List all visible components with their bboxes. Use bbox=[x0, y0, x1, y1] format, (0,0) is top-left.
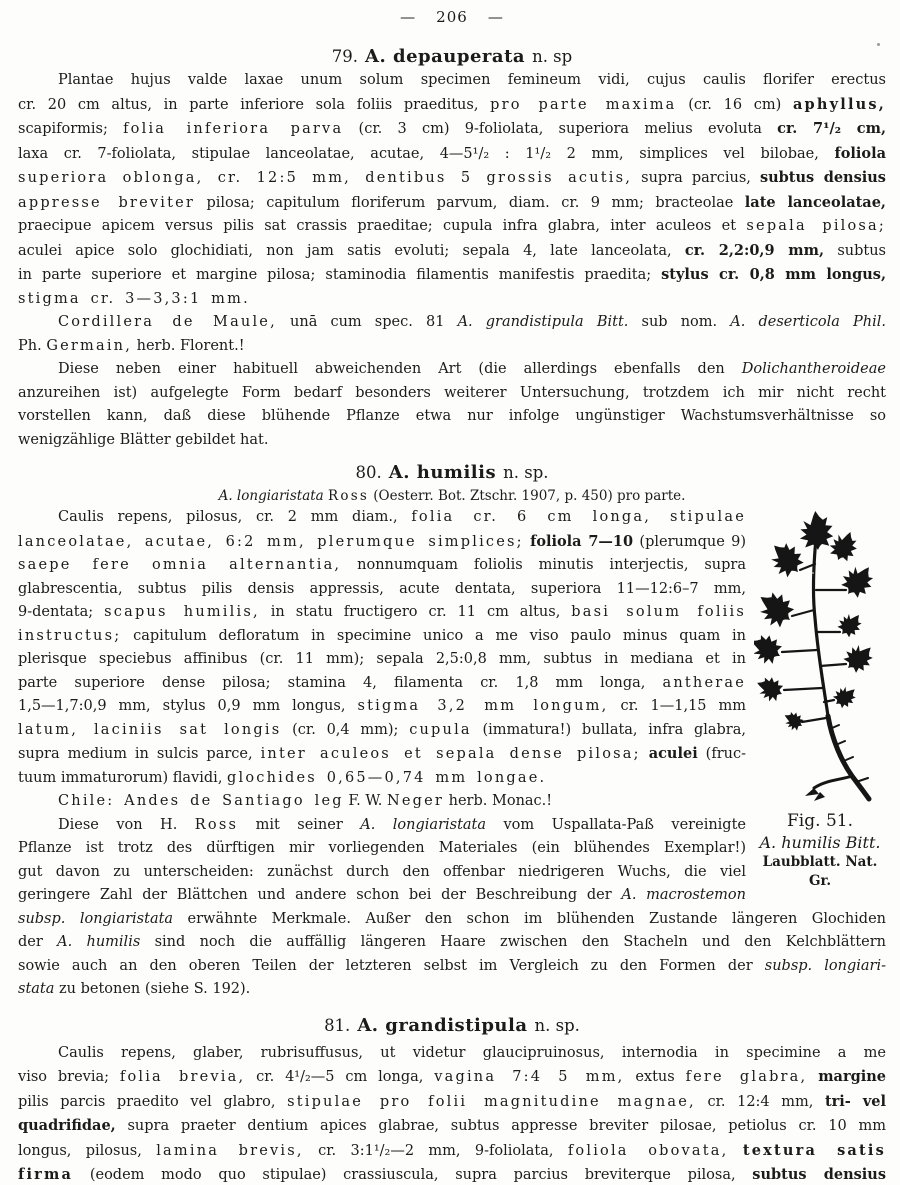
text-line: praecipue apicem versus pilis sat crassis praeditae; cupula infra glabra, inter aculeos et sepala pilosa; bbox=[18, 218, 886, 234]
synonym-line bbox=[18, 486, 886, 506]
text-line: vorstellen kann, daß diese blühende Pflanze etwa nur infolge ungünstiger Wachstumsverhältnisse so bbox=[18, 408, 886, 424]
text-line: Diese neben einer habituell abweichenden Art (die allerdings ebenfalls den Dolichantheroideae bbox=[58, 361, 886, 377]
text-line: longus, pilosus, lamina brevis, cr. 3:1¹/₂—2 mm, 9-foliolata, foliola obovata, textura satis bbox=[18, 1141, 886, 1159]
page-header bbox=[18, 6, 886, 29]
header-dash-left: — bbox=[400, 8, 417, 26]
species-suffix: n. sp. bbox=[503, 463, 549, 482]
species-name: A. depauperata bbox=[365, 46, 526, 67]
text-line: subsp. longiaristata erwähnte Merkmale. Außer den schon im blühenden Zustande längeren Glochiden bbox=[18, 910, 886, 927]
text-line: anzureihen ist) aufgelegte Form bedarf besonders weiterer Untersuchung, trotzdem ich mir nicht recht bbox=[18, 384, 886, 401]
text-line: wenigzählige Blätter gebildet hat. bbox=[18, 431, 269, 448]
text-line: der A. humilis sind noch die auffällig längeren Haare zwischen den Stacheln und den Kelchblättern bbox=[18, 934, 886, 950]
paper-speck bbox=[877, 43, 880, 46]
text-line: tuum immaturorum) flavidi, glochides 0,65—0,74 mm longae. bbox=[18, 769, 547, 786]
text-line: quadrifidae, supra praeter dentium apices glabrae, subtus appresse breviter pilosae, petiolus cr. 10 mm bbox=[18, 1117, 886, 1134]
text-line: in parte superiore et margine pilosa; staminodia filamentis manifestis praedita; stylus cr. 0,8 mm longus, bbox=[18, 266, 886, 283]
text-line: geringere Zahl der Blättchen und andere schon bei der Beschreibung der A. macrostemon bbox=[18, 887, 746, 903]
text-line: pilis parcis praedito vel glabro, stipulae pro folii magnitudine magnae, cr. 12:4 mm, tri- vel bbox=[18, 1092, 886, 1110]
text-line: A. longiaristata Ross (Oesterr. Bot. Ztschr. 1907, p. 450) pro parte. bbox=[218, 488, 686, 504]
header-dash-right: — bbox=[487, 8, 504, 26]
text-line: Plantae hujus valde laxae unum solum specimen femineum vidi, cujus caulis florifer erectus bbox=[58, 72, 886, 88]
text-line: Chile: Andes de Santiago leg F. W. Neger herb. Monac.! bbox=[58, 793, 553, 809]
text-line: supra medium in sulcis parce, inter aculeos et sepala dense pilosa; aculei (fruc- bbox=[18, 745, 746, 762]
species-heading-80 bbox=[18, 462, 886, 484]
text-line: lanceolatae, acutae, 6:2 mm, plerumque simplices; foliola 7—10 (plerumque 9) bbox=[18, 532, 747, 550]
figure-caption-number: Fig. 51. bbox=[787, 811, 853, 831]
page-number: 206 bbox=[436, 8, 468, 26]
text-line: viso brevia; folia brevia, cr. 4¹/₂—5 cm longa, vagina 7:4 5 mm, extus fere glabra, margine bbox=[18, 1068, 887, 1085]
text-line: Diese von H. Ross mit seiner A. longiaristata vom Uspallata-Paß vereinigte bbox=[58, 816, 746, 833]
text-line: stigma cr. 3—3,3:1 mm. bbox=[18, 290, 250, 307]
species-name: A. grandistipula bbox=[357, 1014, 528, 1036]
text-line: stata zu betonen (siehe S. 192). bbox=[18, 981, 251, 997]
text-line: saepe fere omnia alternantia, nonnumquam foliolis minutis interjectis, supra bbox=[18, 557, 746, 573]
text-line: aculei apice solo glochidiati, non jam satis evoluti; sepala 4, late lanceolata, cr. 2,2:0,9 mm, subtus bbox=[18, 241, 887, 259]
text-line: plerisque speciebus affinibus (cr. 11 mm); sepala 2,5:0,8 mm, subtus in mediana et in bbox=[18, 651, 746, 667]
text-line: cr. 20 cm altus, in parte inferiore sola foliis praeditus, pro parte maxima (cr. 16 cm) aphyllus, bbox=[18, 95, 887, 113]
text-line: Caulis repens, pilosus, cr. 2 mm diam., folia cr. 6 cm longa, stipulae bbox=[58, 509, 746, 525]
species-name: A. humilis bbox=[388, 462, 497, 483]
figure-51 bbox=[754, 506, 886, 902]
text-line: instructus; capitulum defloratum in specimine unico a me viso paulo minus quam in bbox=[18, 627, 746, 644]
text-line: Ph. Germain, herb. Florent.! bbox=[18, 337, 245, 354]
text-line: Pflanze ist trotz des dürftigen mir vorliegenden Materiales (ein blühendes Exemplar!) bbox=[18, 840, 746, 856]
section-80 bbox=[18, 462, 886, 1002]
plant-leaf-illustration bbox=[754, 506, 886, 806]
section-81 bbox=[18, 1014, 886, 1185]
species-suffix: n. sp bbox=[532, 47, 573, 66]
paragraph-79-locality bbox=[18, 311, 886, 358]
species-suffix: n. sp. bbox=[534, 1015, 580, 1035]
text-line: latum, laciniis sat longis (cr. 0,4 mm); cupula (immatura!) bullata, infra glabra, bbox=[18, 721, 746, 738]
paragraph-81-description bbox=[18, 1042, 886, 1185]
text-line: Caulis repens, glaber, rubrisuffusus, ut videtur glaucipruinosus, internodia in specimine a me bbox=[58, 1044, 886, 1061]
species-number: 79. bbox=[331, 47, 359, 66]
section-79 bbox=[18, 45, 886, 452]
species-number: 81. bbox=[324, 1015, 351, 1035]
paragraph-79-remarks bbox=[18, 358, 886, 452]
text-line: laxa cr. 7-foliolata, stipulae lanceolatae, acutae, 4—5¹/₂ : 1¹/₂ 2 mm, simplices vel bilobae, foliola bbox=[18, 144, 886, 162]
figure-caption-detail: Laubblatt. Nat. Gr. bbox=[762, 854, 878, 889]
paper-speck bbox=[812, 572, 814, 574]
species-heading-81 bbox=[18, 1014, 886, 1038]
text-line: 1,5—1,7:0,9 mm, stylus 0,9 mm longus, stigma 3,2 mm longum, cr. 1—1,15 mm bbox=[18, 698, 747, 714]
species-number: 80. bbox=[355, 463, 382, 482]
paragraph-79-description bbox=[18, 69, 886, 311]
text-line: sowie auch an den oberen Teilen der letzteren selbst im Vergleich zu den Formen der subsp. longiari- bbox=[18, 957, 886, 974]
text-line: appresse breviter pilosa; capitulum floriferum parvum, diam. cr. 9 mm; bracteolae late lanceolatae, bbox=[18, 193, 886, 211]
text-line: parte superiore dense pilosa; stamina 4, filamenta cr. 1,8 mm longa, antherae bbox=[18, 674, 746, 691]
text-line: 9-dentata; scapus humilis, in statu fructigero cr. 11 cm altus, basi solum foliis bbox=[18, 604, 746, 620]
text-line: scapiformis; folia inferiora parva (cr. 3 cm) 9-foliolata, superiora melius evoluta cr. 7¹/₂ cm, bbox=[18, 120, 886, 137]
species-heading-79 bbox=[18, 45, 886, 69]
figure-caption-species: A. humilis Bitt. bbox=[759, 833, 881, 852]
text-line: gut davon zu unterscheiden: zunächst durch den offenbar niedrigeren Wuchs, die viel bbox=[18, 863, 746, 880]
text-line: firma (eodem modo quo stipulae) crassiuscula, supra parcius breviterque pilosa, subtus densius bbox=[18, 1166, 886, 1183]
text-line: glabrescentia, subtus pilis densis appressis, acute dentata, superiora 11—12:6–7 mm, bbox=[18, 580, 746, 597]
text-line: Cordillera de Maule, unā cum spec. 81 A. grandistipula Bitt. sub nom. A. deserticola Phil. bbox=[58, 314, 886, 330]
text-line: superiora oblonga, cr. 12:5 mm, dentibus 5 grossis acutis, supra parcius, subtus densius bbox=[18, 169, 886, 186]
